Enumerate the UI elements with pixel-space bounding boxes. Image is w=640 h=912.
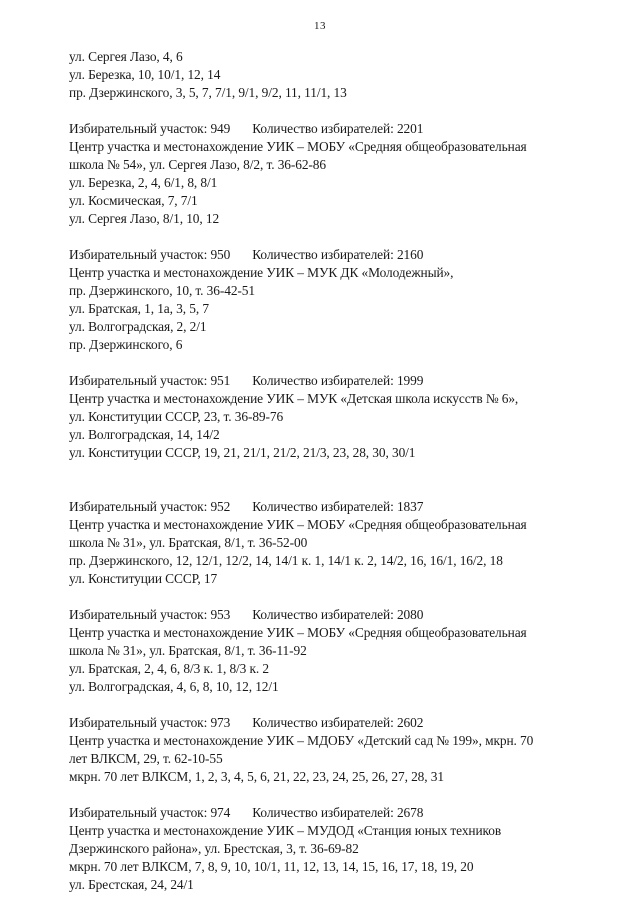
precinct-line: ул. Березка, 2, 4, 6/1, 8, 8/1 (69, 175, 218, 190)
voter-count: Количество избирателей: 2080 (252, 607, 424, 622)
precinct-line: Дзержинского района», ул. Брестская, 3, т. 36-69-82 (69, 841, 359, 856)
page-number: 13 (314, 20, 326, 32)
voter-count: Количество избирателей: 2160 (252, 247, 424, 262)
precinct-line: Центр участка и местонахождение УИК – МУДОД «Станция юных техников (69, 823, 502, 838)
precinct-section-949 (69, 120, 629, 228)
precinct-line: ул. Сергея Лазо, 8/1, 10, 12 (69, 211, 220, 226)
precinct-section-973 (69, 714, 629, 786)
precinct-line: ул. Братская, 1, 1а, 3, 5, 7 (69, 301, 209, 316)
precinct-line: Центр участка и местонахождение УИК – МОБУ «Средняя общеобразовательная (69, 517, 527, 532)
address-line: ул. Сергея Лазо, 4, 6 (69, 49, 183, 64)
precinct-line: ул. Волгоградская, 14, 14/2 (69, 427, 220, 442)
precinct-section-950 (69, 246, 629, 354)
precinct-section-952 (69, 498, 629, 588)
precinct-header (69, 498, 629, 516)
precinct-header (69, 606, 629, 624)
precinct-header (69, 372, 629, 390)
precinct-line: пр. Дзержинского, 10, т. 36-42-51 (69, 283, 255, 298)
precinct-line: пр. Дзержинского, 12, 12/1, 12/2, 14, 14/1 к. 1, 14/1 к. 2, 14/2, 16, 16/1, 16/2, 18 (69, 553, 503, 568)
precinct-section-953 (69, 606, 629, 696)
precinct-line: лет ВЛКСМ, 29, т. 62-10-55 (69, 751, 223, 766)
precinct-header (69, 714, 629, 732)
precinct-line: ул. Братская, 2, 4, 6, 8/3 к. 1, 8/3 к. 2 (69, 661, 270, 676)
precinct-header (69, 120, 629, 138)
precinct-section-974 (69, 804, 629, 894)
precinct-number: Избирательный участок: 974 (69, 805, 231, 820)
voter-count: Количество избирателей: 2602 (252, 715, 424, 730)
address-line: пр. Дзержинского, 3, 5, 7, 7/1, 9/1, 9/2, 11, 11/1, 13 (69, 85, 347, 100)
precinct-line: Центр участка и местонахождение УИК – МДОБУ «Детский сад № 199», мкрн. 70 (69, 733, 534, 748)
document-body (69, 48, 629, 912)
precinct-section-951 (69, 372, 629, 462)
precinct-header (69, 246, 629, 264)
intro-block (69, 48, 629, 102)
precinct-line: Центр участка и местонахождение УИК – МУК «Детская школа искусств № 6», (69, 391, 519, 406)
precinct-line: ул. Брестская, 24, 24/1 (69, 877, 194, 892)
precinct-line: мкрн. 70 лет ВЛКСМ, 7, 8, 9, 10, 10/1, 11, 12, 13, 14, 15, 16, 17, 18, 19, 20 (69, 859, 474, 874)
precinct-line: школа № 31», ул. Братская, 8/1, т. 36-52-00 (69, 535, 308, 550)
precinct-number: Избирательный участок: 949 (69, 121, 231, 136)
precinct-line: ул. Конституции СССР, 19, 21, 21/1, 21/2, 21/3, 23, 28, 30, 30/1 (69, 445, 416, 460)
precinct-line: школа № 54», ул. Сергея Лазо, 8/2, т. 36-62-86 (69, 157, 326, 172)
precinct-number: Избирательный участок: 951 (69, 373, 231, 388)
precinct-number: Избирательный участок: 953 (69, 607, 231, 622)
precinct-line: мкрн. 70 лет ВЛКСМ, 1, 2, 3, 4, 5, 6, 21, 22, 23, 24, 25, 26, 27, 28, 31 (69, 769, 444, 784)
precinct-line: ул. Конституции СССР, 17 (69, 571, 218, 586)
precinct-line: Центр участка и местонахождение УИК – МОБУ «Средняя общеобразовательная (69, 625, 527, 640)
precinct-number: Избирательный участок: 973 (69, 715, 231, 730)
voter-count: Количество избирателей: 1999 (252, 373, 424, 388)
precinct-line: ул. Космическая, 7, 7/1 (69, 193, 198, 208)
precinct-line: школа № 31», ул. Братская, 8/1, т. 36-11-92 (69, 643, 307, 658)
precinct-line: Центр участка и местонахождение УИК – МОБУ «Средняя общеобразовательная (69, 139, 527, 154)
precinct-number: Избирательный участок: 952 (69, 499, 231, 514)
address-line: ул. Березка, 10, 10/1, 12, 14 (69, 67, 221, 82)
precinct-header (69, 804, 629, 822)
precinct-line: ул. Волгоградская, 2, 2/1 (69, 319, 207, 334)
precinct-line: ул. Волгоградская, 4, 6, 8, 10, 12, 12/1 (69, 679, 279, 694)
precinct-line: пр. Дзержинского, 6 (69, 337, 183, 352)
precinct-line: Центр участка и местонахождение УИК – МУК ДК «Молодежный», (69, 265, 454, 280)
precinct-number: Избирательный участок: 950 (69, 247, 231, 262)
precinct-line: ул. Конституции СССР, 23, т. 36-89-76 (69, 409, 284, 424)
voter-count: Количество избирателей: 2201 (252, 121, 424, 136)
voter-count: Количество избирателей: 2678 (252, 805, 424, 820)
voter-count: Количество избирателей: 1837 (252, 499, 424, 514)
